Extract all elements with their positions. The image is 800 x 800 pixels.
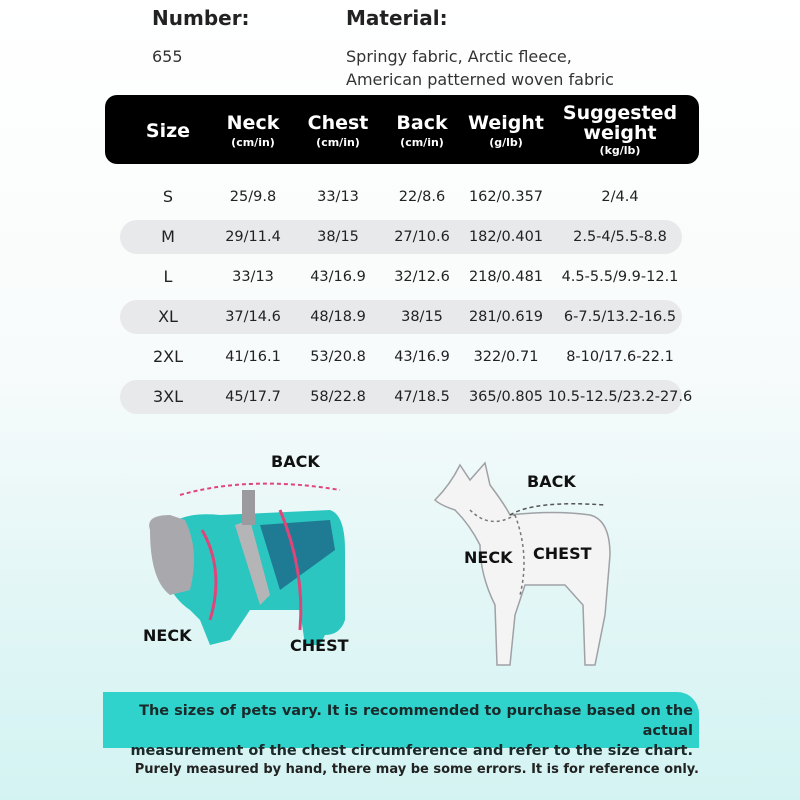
neck-cell: 33/13 [232, 269, 274, 285]
weight-cell: 218/0.481 [468, 269, 544, 285]
header-neck: Neck (cm/in) [226, 112, 280, 149]
dog-chest-label: CHEST [533, 544, 592, 563]
table-row [120, 260, 682, 294]
neck-cell: 45/17.7 [225, 389, 281, 405]
size-cell: 2XL [152, 347, 184, 366]
table-row [120, 220, 682, 254]
material-line-2: American patterned woven fabric [346, 70, 614, 89]
dog-neck-label: NECK [464, 548, 513, 567]
sizing-notice-banner [103, 692, 699, 759]
material-line-1: Springy fabric, Arctic fleece, [346, 47, 572, 66]
size-cell: S [162, 187, 174, 206]
notice-line-2: measurement of the chest circumference and refer to the size chart. [130, 743, 693, 759]
notice-line-1: The sizes of pets vary. It is recommended to purchase based on the actual [139, 703, 693, 739]
number-value: 655 [152, 47, 183, 66]
neck-cell: 29/11.4 [225, 229, 281, 245]
back-cell: 27/10.6 [394, 229, 450, 245]
material-label: Material: [346, 6, 448, 30]
weight-cell: 322/0.71 [473, 349, 539, 365]
table-row [120, 180, 682, 214]
table-row [120, 340, 682, 374]
dog-outline-illustration [415, 455, 625, 685]
chest-cell: 58/22.8 [310, 389, 366, 405]
chest-cell: 38/15 [317, 229, 359, 245]
disclaimer-text: Purely measured by hand, there may be some errors. It is for reference only. [134, 762, 699, 777]
chest-cell: 43/16.9 [310, 269, 366, 285]
number-label: Number: [152, 6, 250, 30]
header-size: Size [145, 120, 191, 142]
size-cell: XL [158, 307, 178, 326]
back-measure-line [180, 484, 340, 495]
size-cell: 3XL [152, 387, 184, 406]
weight-cell: 281/0.619 [468, 309, 544, 325]
header-chest: Chest (cm/in) [307, 112, 369, 149]
coat-back-label: BACK [271, 452, 320, 471]
table-row [120, 300, 682, 334]
header-suggested-weight: Suggested weight (kg/lb) [562, 102, 678, 157]
neck-cell: 41/16.1 [225, 349, 281, 365]
neck-cell: 25/9.8 [229, 189, 277, 205]
suggested-weight-cell: 2/4.4 [601, 189, 639, 205]
dog-coat-illustration [130, 470, 390, 680]
header-back: Back (cm/in) [396, 112, 448, 149]
suggested-weight-cell: 8-10/17.6-22.1 [566, 349, 674, 365]
suggested-weight-cell: 2.5-4/5.5-8.8 [573, 229, 667, 245]
neck-cell: 37/14.6 [225, 309, 281, 325]
back-cell: 47/18.5 [394, 389, 450, 405]
suggested-weight-cell: 6-7.5/13.2-16.5 [563, 309, 677, 325]
back-cell: 32/12.6 [394, 269, 450, 285]
back-cell: 38/15 [401, 309, 443, 325]
chest-cell: 48/18.9 [310, 309, 366, 325]
header-weight: Weight (g/lb) [468, 112, 544, 149]
chest-cell: 53/20.8 [310, 349, 366, 365]
size-table-header [105, 95, 699, 164]
table-row [120, 380, 693, 414]
suggested-weight-cell: 10.5-12.5/23.2-27.6 [547, 389, 693, 405]
weight-cell: 365/0.805 [468, 389, 544, 405]
coat-chest-label: CHEST [290, 636, 349, 655]
coat-neck-label: NECK [143, 626, 192, 645]
weight-cell: 162/0.357 [468, 189, 544, 205]
back-cell: 43/16.9 [394, 349, 450, 365]
dog-back-label: BACK [527, 472, 576, 491]
back-cell: 22/8.6 [398, 189, 446, 205]
suggested-weight-cell: 4.5-5.5/9.9-12.1 [561, 269, 679, 285]
size-cell: M [161, 227, 175, 246]
weight-cell: 182/0.401 [468, 229, 544, 245]
size-cell: L [163, 267, 173, 286]
chest-cell: 33/13 [317, 189, 359, 205]
